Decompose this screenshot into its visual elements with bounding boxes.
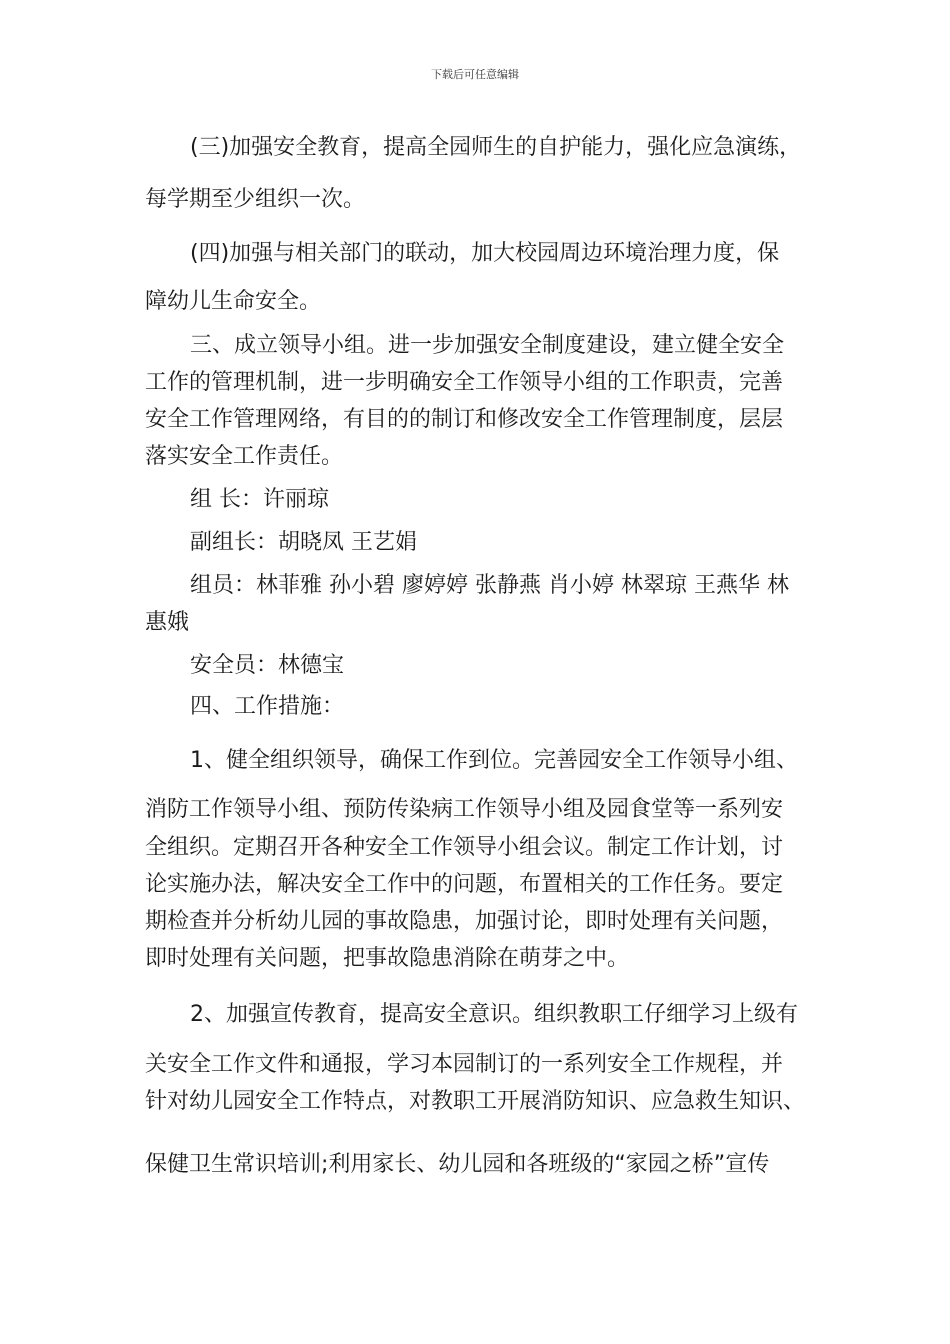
paragraph-line: 安全工作管理网络，有目的的制订和修改安全工作管理制度，层层 xyxy=(145,407,784,432)
paragraph-line: 保健卫生常识培训;利用家长、幼儿园和各班级的“家园之桥”宣传 xyxy=(145,1152,770,1177)
paragraph-line: 即时处理有关问题，把事故隐患消除在萌芽之中。 xyxy=(145,946,630,971)
paragraph-line: 论实施办法，解决安全工作中的问题，布置相关的工作任务。要定 xyxy=(145,872,784,897)
paragraph-line: 落实安全工作责任。 xyxy=(145,444,344,469)
paragraph-line: 1、健全组织领导，确保工作到位。完善园安全工作领导小组、 xyxy=(190,748,798,773)
paragraph-line: 每学期至少组织一次。 xyxy=(145,187,366,212)
paragraph-line: 针对幼儿园安全工作特点，对教职工开展消防知识、应急救生知识、 xyxy=(145,1089,806,1114)
paragraph-line: 安全员：林德宝 xyxy=(190,653,345,678)
paragraph-line: 全组织。定期召开各种安全工作领导小组会议。制定工作计划，讨 xyxy=(145,835,784,860)
paragraph-line: 组员：林菲雅 孙小碧 廖婷婷 张静燕 肖小婷 林翠琼 王燕华 林 xyxy=(190,573,789,598)
paragraph-line: 期检查并分析幼儿园的事故隐患，加强讨论，即时处理有关问题， xyxy=(145,909,784,934)
header-note: 下载后可任意编辑 xyxy=(431,68,519,81)
paragraph-line: (四)加强与相关部门的联动，加大校园周边环境治理力度，保 xyxy=(190,241,780,266)
paragraph-line: 关安全工作文件和通报，学习本园制订的一系列安全工作规程，并 xyxy=(145,1052,784,1077)
paragraph-line: 2、加强宣传教育，提高安全意识。组织教职工仔细学习上级有 xyxy=(190,1002,798,1027)
paragraph-line: (三)加强安全教育，提高全园师生的自护能力，强化应急演练， xyxy=(190,135,802,160)
paragraph-line: 三、成立领导小组。进一步加强安全制度建设，建立健全安全 xyxy=(190,333,785,358)
paragraph-line: 组 长：许丽琼 xyxy=(190,487,329,512)
paragraph-line: 工作的管理机制，进一步明确安全工作领导小组的工作职责，完善 xyxy=(145,370,784,395)
paragraph-line: 消防工作领导小组、预防传染病工作领导小组及园食堂等一系列安 xyxy=(145,797,784,822)
paragraph-line: 四、工作措施： xyxy=(190,694,345,719)
paragraph-line: 惠娥 xyxy=(145,610,190,635)
paragraph-line: 副组长：胡晓凤 王艺娟 xyxy=(190,530,417,555)
paragraph-line: 障幼儿生命安全。 xyxy=(145,289,322,314)
